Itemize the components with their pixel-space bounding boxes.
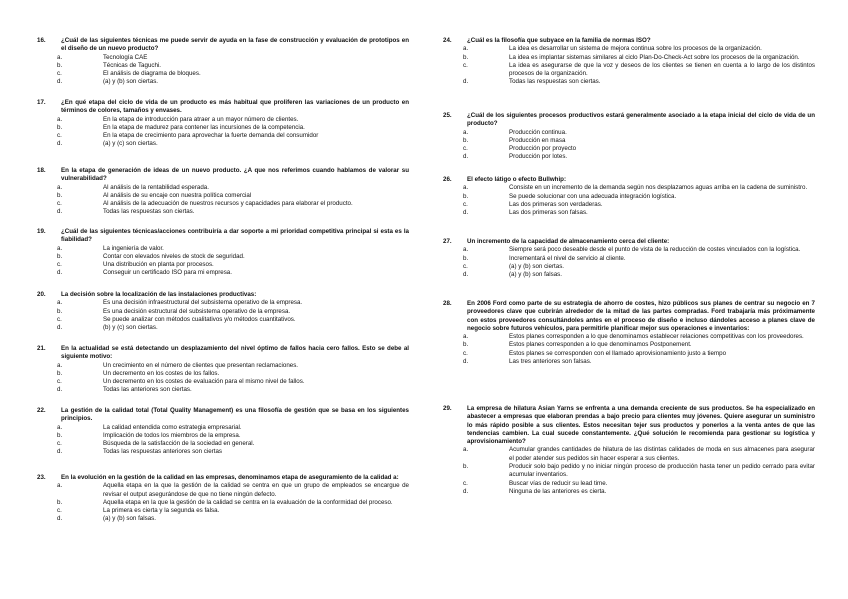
option-text: (b) y (c) son ciertas. (103, 324, 158, 332)
option-text: En la etapa de introducción para atraer a un mayor número de clientes. (103, 115, 299, 123)
answer-option[interactable] (57, 482, 409, 499)
option-letter: d. (463, 358, 469, 366)
option-letter: a. (57, 53, 63, 61)
option-text: Es una decisión infraestructural del subsistema operativo de la empresa. (103, 299, 303, 307)
option-letter: c. (463, 145, 468, 153)
question-number: 18. (37, 167, 46, 174)
option-text: Se puede analizar con métodos cualitativos y/o métodos cuantitativos. (103, 315, 296, 323)
option-letter: c. (463, 479, 468, 487)
question-text: ¿Cuál es la filosofía que subyace en la familia de normas ISO? (467, 37, 651, 44)
option-letter: c. (57, 132, 62, 140)
option-text: Producción continua. (509, 128, 567, 136)
question-number: 19. (37, 228, 46, 235)
question-number: 27. (443, 238, 452, 245)
answer-option[interactable] (57, 123, 409, 132)
option-text: En la etapa de crecimiento para aprovechar la fuerte demanda del consumidor (103, 132, 319, 140)
option-letter: b. (57, 307, 63, 315)
answer-option[interactable] (463, 128, 815, 137)
option-text: Técnicas de Taguchi. (103, 61, 162, 69)
option-text: (a) y (b) son falsas. (509, 271, 562, 279)
option-text: Estos planes corresponden a lo que denominamos Postponement. (509, 341, 692, 349)
option-text: Búsqueda de la satisfacción de la sociedad en general. (103, 440, 255, 448)
answer-option[interactable] (463, 463, 815, 480)
answer-option[interactable] (463, 78, 815, 86)
question-number: 17. (37, 99, 46, 106)
answer-option[interactable] (57, 386, 409, 394)
option-letter: d. (463, 271, 469, 279)
answer-option[interactable] (463, 192, 815, 201)
option-text: Acumular grandes cantidades de hilatura de las distintas calidades de moda en sus almacenes para asegurar el poder atender sus pedidos sin hacer esperar a sus clientes. (509, 446, 815, 462)
option-text: Todas las respuestas son ciertas. (509, 78, 601, 86)
option-text: El análisis de diagrama de bloques. (103, 70, 201, 78)
option-text: (a) y (b) son falsas. (103, 515, 156, 523)
question-number: 23. (37, 474, 46, 481)
option-text: La ingeniería de valor. (103, 244, 164, 252)
answer-option[interactable] (463, 153, 815, 161)
question-number: 26. (443, 176, 452, 183)
option-letter: a. (57, 183, 63, 191)
option-letter: d. (57, 448, 63, 456)
option-letter: c. (463, 61, 468, 69)
option-letter: a. (57, 115, 63, 123)
answer-option[interactable] (463, 254, 815, 263)
option-text: Estos planes corresponden a lo que denominamos establecer relaciones competitivas con los proveedores. (509, 333, 804, 341)
option-text: Producción por lotes. (509, 153, 568, 161)
question-17 (37, 99, 409, 149)
option-letter: d. (57, 386, 63, 394)
answer-option[interactable] (463, 184, 815, 192)
answer-option[interactable] (57, 78, 409, 86)
answer-option[interactable] (463, 136, 815, 145)
option-letter: b. (57, 191, 63, 199)
answer-option[interactable] (57, 448, 409, 456)
question-16 (37, 37, 409, 87)
option-letter: c. (57, 315, 62, 323)
answer-option[interactable] (57, 132, 409, 140)
answer-option[interactable] (463, 145, 815, 153)
question-number: 21. (37, 345, 46, 352)
answer-option[interactable] (463, 487, 815, 496)
question-number: 16. (37, 37, 46, 44)
option-letter: a. (57, 299, 63, 307)
option-letter: a. (463, 246, 469, 254)
answer-option[interactable] (463, 479, 815, 488)
answer-option[interactable] (57, 324, 409, 332)
answer-option[interactable] (463, 333, 815, 341)
answer-option[interactable] (57, 378, 409, 386)
answer-option[interactable] (57, 515, 409, 523)
option-letter: a. (57, 361, 63, 369)
option-text: La primera es cierta y la segunda es falsa. (103, 507, 220, 515)
option-letter: d. (57, 140, 63, 148)
option-text: Todas las respuestas son ciertas. (103, 208, 195, 216)
question-25 (443, 112, 815, 162)
question-text: La empresa de hilatura Asian Yarns se enfrenta a una demanda creciente de sus productos. Se ha especializado en abastecer a empresas que elaboran prendas a bajo precio para clientes muy jóvenes. Quiere asegurar un suministro lo más rápido posible a sus clientes. Estos necesitan tejer sus productos y ponerlos a la venta antes de que las tendencias cambien. La cual sucede constantemente. ¿Qué solución le recomienda para gestionar su logística y aprovisionamiento? (467, 405, 815, 446)
answer-option[interactable] (57, 315, 409, 324)
option-letter: c. (463, 200, 468, 208)
question-27 (443, 238, 815, 279)
option-letter: b. (463, 254, 469, 262)
option-text: (a) y (c) son ciertas. (103, 140, 158, 148)
question-text: En la etapa de generación de ideas de un nuevo producto. ¿A que nos referimos cuando hablamos de valorar su vulnerabilidad? (61, 167, 409, 183)
answer-option[interactable] (57, 61, 409, 70)
question-28 (443, 300, 815, 366)
option-text: Tecnología CAE (103, 53, 148, 61)
question-text: Un incremento de la capacidad de almacenamiento cerca del cliente: (467, 238, 670, 245)
option-text: Producir solo bajo pedido y no iniciar ningún proceso de producción hasta tener un pedido cerrado para evitar acumular inventarios. (509, 463, 815, 479)
answer-option[interactable] (463, 209, 815, 217)
option-letter: c. (57, 378, 62, 386)
question-18 (37, 167, 409, 217)
option-text: Un decremento en los costes de evaluación para el mismo nivel de fallos. (103, 378, 305, 386)
option-letter: c. (57, 261, 62, 269)
option-text: Buscar vías de reducir su lead time. (509, 479, 608, 487)
question-text: En la actualidad se está detectando un desplazamiento del nivel óptimo de fallos hacia cero fallos. Esto se debe al siguiente motivo: (61, 345, 409, 361)
option-text: (a) y (b) son ciertas. (103, 78, 159, 86)
question-text: ¿Cuál de los siguientes procesos productivos estará generalmente asociado a la etapa inicial del ciclo de vida de un producto? (467, 112, 815, 128)
answer-option[interactable] (57, 299, 409, 307)
option-letter: a. (57, 244, 63, 252)
question-text: La decisión sobre la localización de las instalaciones productivas: (61, 291, 257, 298)
answer-option[interactable] (463, 341, 815, 349)
question-number: 25. (443, 112, 452, 119)
option-letter: a. (57, 482, 63, 490)
option-text: Producción por proyecto (509, 145, 577, 153)
question-text: ¿En qué etapa del ciclo de vida de un producto es más habitual que proliferen las variaciones de un producto en términos de colores, tamaños y envases. (61, 99, 409, 115)
answer-option[interactable] (463, 271, 815, 279)
option-letter: a. (463, 45, 469, 53)
answer-option[interactable] (57, 261, 409, 269)
option-letter: d. (57, 269, 63, 277)
option-text: Las dos primeras son falsas. (509, 209, 588, 217)
answer-option[interactable] (57, 115, 409, 124)
answer-option[interactable] (57, 507, 409, 515)
option-text: Todas las anteriores son ciertas. (103, 386, 192, 394)
option-letter: c. (57, 70, 62, 78)
answer-option[interactable] (57, 191, 409, 200)
option-letter: a. (463, 128, 469, 136)
option-letter: d. (463, 487, 469, 495)
option-letter: d. (463, 78, 469, 86)
question-number: 20. (37, 291, 46, 298)
option-text: En la etapa de madurez para contener las incursiones de la competencia. (103, 123, 305, 131)
question-text: El efecto látigo o efecto Bullwhip: (467, 176, 567, 183)
option-letter: b. (57, 431, 63, 439)
answer-option[interactable] (463, 53, 815, 62)
answer-option[interactable] (57, 252, 409, 261)
answer-option[interactable] (57, 269, 409, 277)
answer-option[interactable] (463, 358, 815, 366)
answer-option[interactable] (57, 70, 409, 78)
option-text: Producción en masa (509, 136, 566, 144)
option-text: La idea es asegurarse de que la voz y deseos de los clientes se tienen en cuenta a lo largo de los distintos procesos de la organización. (509, 61, 815, 78)
option-letter: c. (463, 349, 468, 357)
answer-option[interactable] (57, 498, 409, 507)
option-letter: a. (463, 333, 469, 341)
answer-option[interactable] (57, 361, 409, 370)
option-letter: b. (57, 61, 63, 69)
option-letter: b. (57, 252, 63, 260)
question-21 (37, 345, 409, 395)
answer-option[interactable] (57, 183, 409, 192)
option-letter: b. (463, 53, 469, 61)
option-letter: d. (57, 208, 63, 216)
question-29 (443, 405, 815, 496)
answer-option[interactable] (57, 200, 409, 208)
answer-option[interactable] (463, 349, 815, 358)
answer-option[interactable] (57, 53, 409, 62)
option-text: Un decremento en los costes de los fallos. (103, 369, 220, 377)
answer-option[interactable] (57, 431, 409, 440)
answer-option[interactable] (463, 246, 815, 254)
question-number: 29. (443, 405, 452, 412)
question-19 (37, 228, 409, 278)
option-letter: d. (463, 209, 469, 217)
question-24 (443, 37, 815, 87)
option-text: Estos planes se corresponden con el llamado aprovisionamiento justo a tiempo (509, 349, 727, 357)
question-text: En la evolución en la gestión de la calidad en las empresas, denominamos etapa de aseguramiento de la calidad a: (61, 474, 399, 481)
option-letter: b. (463, 136, 469, 144)
question-23 (37, 474, 409, 524)
answer-option[interactable] (463, 61, 815, 79)
option-letter: c. (57, 200, 62, 208)
option-text: La calidad entendida como estrategia empresarial. (103, 423, 242, 431)
question-20 (37, 291, 409, 332)
option-text: Todas las respuestas anteriores son ciertas (103, 448, 222, 456)
option-text: Al análisis de la rentabilidad esperada. (103, 183, 209, 191)
question-number: 22. (37, 407, 46, 414)
question-number: 24. (443, 37, 452, 44)
option-letter: c. (57, 440, 62, 448)
option-text: Una distribución en planta por procesos. (103, 261, 214, 269)
option-text: Consiste en un incremento de la demanda según nos desplazamos aguas arriba en la cadena de suministro. (509, 184, 808, 192)
option-text: Un crecimiento en el número de clientes que presentan reclamaciones. (103, 361, 299, 369)
option-text: La idea es implantar sistemas similares al ciclo Plan-Do-Check-Act sobre los procesos de la organización. (509, 53, 800, 61)
option-text: Implicación de todos los miembros de la empresa. (103, 431, 241, 439)
option-letter: b. (463, 192, 469, 200)
answer-option[interactable] (463, 446, 815, 463)
option-text: Aquella etapa en la que la gestión de la calidad se centra en la evaluación de la conformidad del proceso. (103, 498, 393, 506)
question-text: ¿Cuál de las siguientes técnicas/acciones contribuiría a dar soporte a mi prioridad competitiva principal si esta es la fiabilidad? (61, 228, 409, 244)
option-text: Incrementará el nivel de servicio al cliente. (509, 254, 626, 262)
question-26 (443, 176, 815, 217)
answer-option[interactable] (57, 440, 409, 448)
option-letter: b. (57, 123, 63, 131)
answer-option[interactable] (57, 244, 409, 253)
option-text: Contar con elevados niveles de stock de seguridad. (103, 252, 245, 260)
option-letter: d. (57, 78, 63, 86)
option-letter: a. (463, 184, 469, 192)
option-letter: d. (463, 153, 469, 161)
option-text: Al análisis de su encaje con nuestra política comercial (103, 191, 252, 199)
question-number: 28. (443, 300, 452, 307)
answer-option[interactable] (57, 369, 409, 378)
answer-option[interactable] (463, 262, 815, 271)
option-letter: b. (463, 341, 469, 349)
answer-option[interactable] (57, 208, 409, 216)
option-text: (a) y (b) son ciertas. (509, 262, 565, 270)
option-letter: d. (57, 324, 63, 332)
option-text: Siempre será poco deseable desde el punto de vista de la reducción de costes vinculados con la logística. (509, 246, 801, 254)
option-letter: b. (463, 463, 469, 471)
question-22 (37, 407, 409, 457)
option-letter: b. (57, 498, 63, 506)
option-letter: a. (463, 446, 469, 454)
option-letter: d. (57, 515, 63, 523)
option-letter: c. (463, 262, 468, 270)
answer-option[interactable] (57, 423, 409, 432)
option-text: Es una decisión estructural del subsistema operativo de la empresa. (103, 307, 291, 315)
question-text: La gestión de la calidad total (Total Quality Management) es una filosofía de gestión que se basa en los siguientes principios. (61, 407, 409, 423)
option-text: La idea es desarrollar un sistema de mejora continua sobre los procesos de la organización. (509, 45, 762, 53)
answer-option[interactable] (57, 307, 409, 316)
option-letter: a. (57, 423, 63, 431)
option-text: Se puede solucionar con una adecuada integración logística. (509, 192, 677, 200)
option-letter: b. (57, 369, 63, 377)
option-text: Las dos primeras son verdaderas. (509, 200, 603, 208)
answer-option[interactable] (57, 140, 409, 148)
option-letter: c. (57, 507, 62, 515)
option-text: Ninguna de las anteriores es cierta. (509, 487, 607, 495)
option-text: Aquella etapa en la que la gestión de la calidad se centra en que un grupo de empleados se encargue de revisar el output asegurándose de que no tiene ningún defecto. (103, 482, 409, 498)
answer-option[interactable] (463, 45, 815, 53)
option-text: Las tres anteriores son falsas. (509, 358, 592, 366)
option-text: Conseguir un certificado ISO para mi empresa. (103, 269, 232, 277)
question-text: ¿Cuál de las siguientes técnicas me puede servir de ayuda en la fase de construcción y evaluación de prototipos en el diseño de un nuevo producto? (61, 37, 409, 53)
option-text: Al análisis de la adecuación de nuestros recursos y capacidades para elaborar el producto. (103, 200, 353, 208)
question-text: En 2006 Ford como parte de su estrategia de ahorro de costes, hizo públicos sus planes de centrar su negocio en 7 proveedores clave que cubrirán alrededor de la mitad de las partes compradas. Ford trabajaría más próximamente con estos proveedores consultándoles antes en el proceso de diseño e incluso dándoles acceso a planes clave de negocio sobre futuros vehículos, para permitirle planificar mejor sus operaciones e inventarios: (467, 300, 815, 332)
answer-option[interactable] (463, 200, 815, 209)
